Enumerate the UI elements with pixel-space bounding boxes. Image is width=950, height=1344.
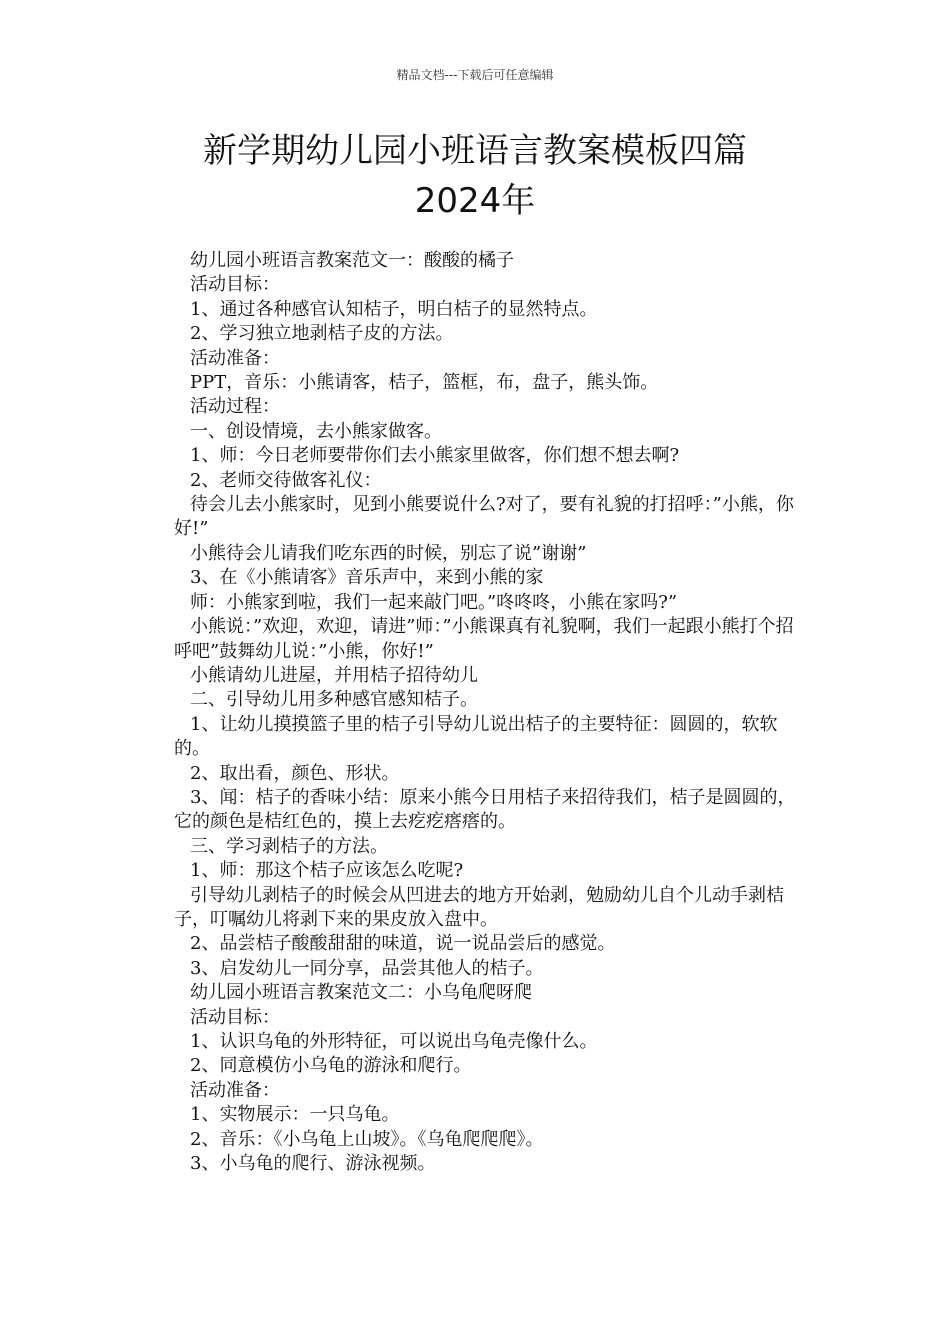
paragraph: 2、同意模仿小乌龟的游泳和爬行。 — [190, 1055, 472, 1077]
paragraph: 三、学习剥桔子的方法。 — [190, 835, 388, 857]
paragraph: 3、闻：桔子的香味小结：原来小熊今日用桔子来招待我们，桔子是圆圆的，它的颜色是桔红色的，摸上去疙疙瘩瘩的。 — [174, 786, 796, 833]
paragraph: 引导幼儿剥桔子的时候会从凹进去的地方开始剥，勉励幼儿自个儿动手剥桔子，叮嘱幼儿将剥下来的果皮放入盘中。 — [174, 884, 784, 930]
paragraph: 3、小乌龟的爬行、游泳视频。 — [190, 1153, 436, 1175]
paragraph: 2、取出看，颜色、形状。 — [190, 762, 400, 784]
paragraph: 一、创设情境，去小熊家做客。 — [190, 420, 442, 442]
paragraph: 幼儿园小班语言教案范文二：小乌龟爬呀爬 — [190, 982, 532, 1004]
paragraph: 1、师：今日老师要带你们去小熊家里做客，你们想不想去啊? — [190, 445, 680, 467]
paragraph: 1、认识乌龟的外形特征，可以说出乌龟壳像什么。 — [190, 1031, 598, 1052]
paragraph: 师：小熊家到啦，我们一起来敲门吧。”咚咚咚，小熊在家吗?” — [190, 591, 678, 613]
paragraph: 待会儿去小熊家时，见到小熊要说什么?对了，要有礼貌的打招呼：”小熊，你好!” — [174, 494, 794, 540]
paragraph: 小熊说：”欢迎，欢迎，请进”师：”小熊课真有礼貌啊，我们一起跟小熊打个招呼吧”鼓舞幼儿说：”小熊，你好!” — [174, 616, 794, 662]
paragraph: 3、在《小熊请客》音乐声中，来到小熊的家 — [190, 567, 544, 589]
paragraph: 活动过程： — [190, 396, 280, 418]
paragraph: 1、通过各种感官认知桔子，明白桔子的显然特点。 — [190, 298, 598, 320]
document-body — [174, 249, 806, 1176]
paragraph: 幼儿园小班语言教案范文一：酸酸的橘子 — [190, 250, 514, 271]
paragraph: PPT，音乐：小熊请客，桔子，篮框，布，盘子，熊头饰。 — [190, 372, 659, 394]
paragraph: 小熊待会儿请我们吃东西的时候，别忘了说”谢谢” — [190, 542, 587, 564]
document-title — [120, 126, 830, 226]
paragraph: 2、老师交待做客礼仪： — [190, 469, 382, 491]
page-header-note: 精品文档---下载后可任意编辑 — [396, 68, 554, 82]
paragraph: 1、实物展示：一只乌龟。 — [190, 1104, 400, 1126]
paragraph: 活动准备： — [190, 1079, 280, 1101]
paragraph: 1、让幼儿摸摸篮子里的桔子引导幼儿说出桔子的主要特征：圆圆的，软软的。 — [174, 713, 778, 760]
title-line-2: 2024年 — [414, 181, 536, 221]
paragraph: 小熊请幼儿进屋，并用桔子招待幼儿 — [190, 664, 478, 686]
paragraph: 3、启发幼儿一同分享，品尝其他人的桔子。 — [190, 957, 544, 979]
paragraph: 2、学习独立地剥桔子皮的方法。 — [190, 323, 454, 345]
title-line-1: 新学期幼儿园小班语言教案模板四篇 — [203, 131, 747, 171]
paragraph: 活动准备： — [190, 347, 280, 369]
paragraph: 1、师：那这个桔子应该怎么吃呢? — [190, 860, 464, 882]
paragraph: 二、引导幼儿用多种感官感知桔子。 — [190, 689, 478, 711]
paragraph: 2、音乐：《小乌龟上山坡》。《乌龟爬爬爬》。 — [190, 1128, 544, 1150]
paragraph: 活动目标： — [190, 1006, 280, 1028]
paragraph: 2、品尝桔子酸酸甜甜的味道，说一说品尝后的感觉。 — [190, 933, 616, 955]
paragraph: 活动目标： — [190, 274, 280, 296]
